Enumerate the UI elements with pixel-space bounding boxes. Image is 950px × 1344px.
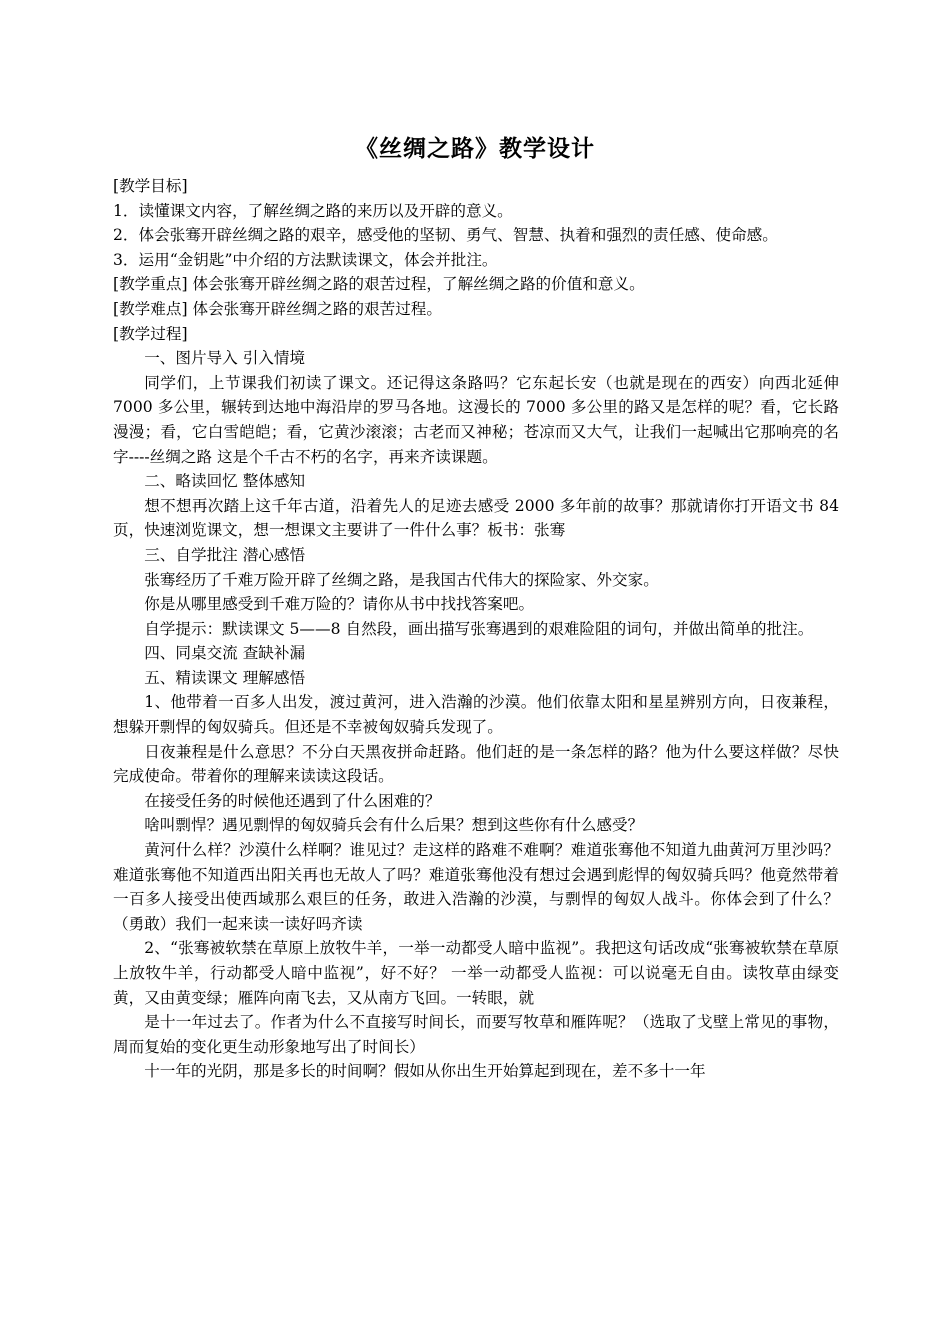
paragraph: [教学目标] — [113, 177, 188, 195]
paragraph: 十一年的光阴，那是多长的时间啊？假如从你出生开始算起到现在，差不多十一年 — [144, 1062, 706, 1081]
document-body — [113, 174, 839, 1084]
paragraph: 二、略读回忆 整体感知 — [144, 472, 306, 491]
paragraph: [教学重点] 体会张骞开辟丝绸之路的艰苦过程，了解丝绸之路的价值和意义。 — [113, 275, 645, 294]
paragraph: 3．运用“金钥匙”中介绍的方法默读课文，体会并批注。 — [113, 250, 498, 269]
paragraph: 是十一年过去了。作者为什么不直接写时间长，而要写牧草和雁阵呢？（选取了戈壁上常见的事物，周而复始的变化更生动形象地写出了时间长） — [113, 1013, 839, 1056]
paragraph: 黄河什么样？沙漠什么样啊？谁见过？走这样的路难不难啊？难道张骞他不知道九曲黄河万里沙吗？难道张骞他不知道西出阳关再也无故人了吗？难道张骞他没有想过会遇到彪悍的匈奴骑兵吗？他竟然带着一百多人接受出使西域那么艰巨的任务，敢进入浩瀚的沙漠，与剽悍的匈奴人战斗。你体会到了什么？（勇敢）我们一起来读一读好吗齐读 — [113, 841, 839, 933]
paragraph: 同学们，上节课我们初读了课文。还记得这条路吗？它东起长安（也就是现在的西安）向西北延伸 7000 多公里，辗转到达地中海沿岸的罗马各地。这漫长的 7000 多公里的路又是怎样的呢？看，它长路漫漫；看，它白雪皑皑；看，它黄沙滚滚；古老而又神秘；苍凉而又大气，让我们一起喊出它那响亮的名字----丝绸之路 这是个千古不朽的名字，再来齐读课题。 — [113, 373, 839, 466]
document-title: 《丝绸之路》教学设计 — [355, 135, 595, 162]
paragraph: 想不想再次踏上这千年古道，沿着先人的足迹去感受 2000 多年前的故事？那就请你打开语文书 84 页，快速浏览课文，想一想课文主要讲了一件什么事？板书：张骞 — [113, 496, 839, 540]
paragraph: 啥叫剽悍？遇见剽悍的匈奴骑兵会有什么后果？想到这些你有什么感受？ — [144, 816, 644, 835]
paragraph: [教学过程] — [113, 324, 188, 343]
paragraph: 五、精读课文 理解感悟 — [144, 668, 306, 687]
paragraph: 张骞经历了千难万险开辟了丝绸之路，是我国古代伟大的探险家、外交家。 — [144, 570, 659, 589]
paragraph: 四、同桌交流 查缺补漏 — [144, 644, 306, 663]
paragraph: 在接受任务的时候他还遇到了什么困难的？ — [144, 791, 441, 810]
paragraph: 三、自学批注 潜心感悟 — [144, 545, 306, 564]
paragraph: 你是从哪里感受到千难万险的？请你从书中找找答案吧。 — [144, 595, 535, 614]
paragraph: 1、他带着一百多人出发，渡过黄河，进入浩瀚的沙漠。他们依靠太阳和星星辨别方向，日夜兼程，想躲开剽悍的匈奴骑兵。但还是不幸被匈奴骑兵发现了。 — [113, 693, 839, 737]
paragraph: 2、“张骞被软禁在草原上放牧牛羊，一举一动都受人暗中监视”。我把这句话改成“张骞被软禁在草原上放牧牛羊，行动都受人暗中监视”，好不好？ 一举一动都受人监视：可以说毫无自由。读牧草由绿变黄，又由黄变绿；雁阵向南飞去，又从南方飞回。一转眼，就 — [113, 939, 839, 1007]
paragraph: 日夜兼程是什么意思？不分白天黑夜拼命赶路。他们赶的是一条怎样的路？他为什么要这样做？尽快完成使命。带着你的理解来读读这段话。 — [113, 742, 839, 786]
paragraph: 自学提示：默读课文 5——8 自然段，画出描写张骞遇到的艰难险阻的词句，并做出简单的批注。 — [144, 619, 814, 638]
paragraph: 2．体会张骞开辟丝绸之路的艰辛，感受他的坚韧、勇气、智慧、执着和强烈的责任感、使命感。 — [113, 226, 778, 245]
paragraph: [教学难点] 体会张骞开辟丝绸之路的艰苦过程。 — [113, 299, 442, 318]
paragraph: 一、图片导入 引入情境 — [144, 349, 306, 368]
paragraph: 1．读懂课文内容，了解丝绸之路的来历以及开辟的意义。 — [113, 201, 513, 220]
